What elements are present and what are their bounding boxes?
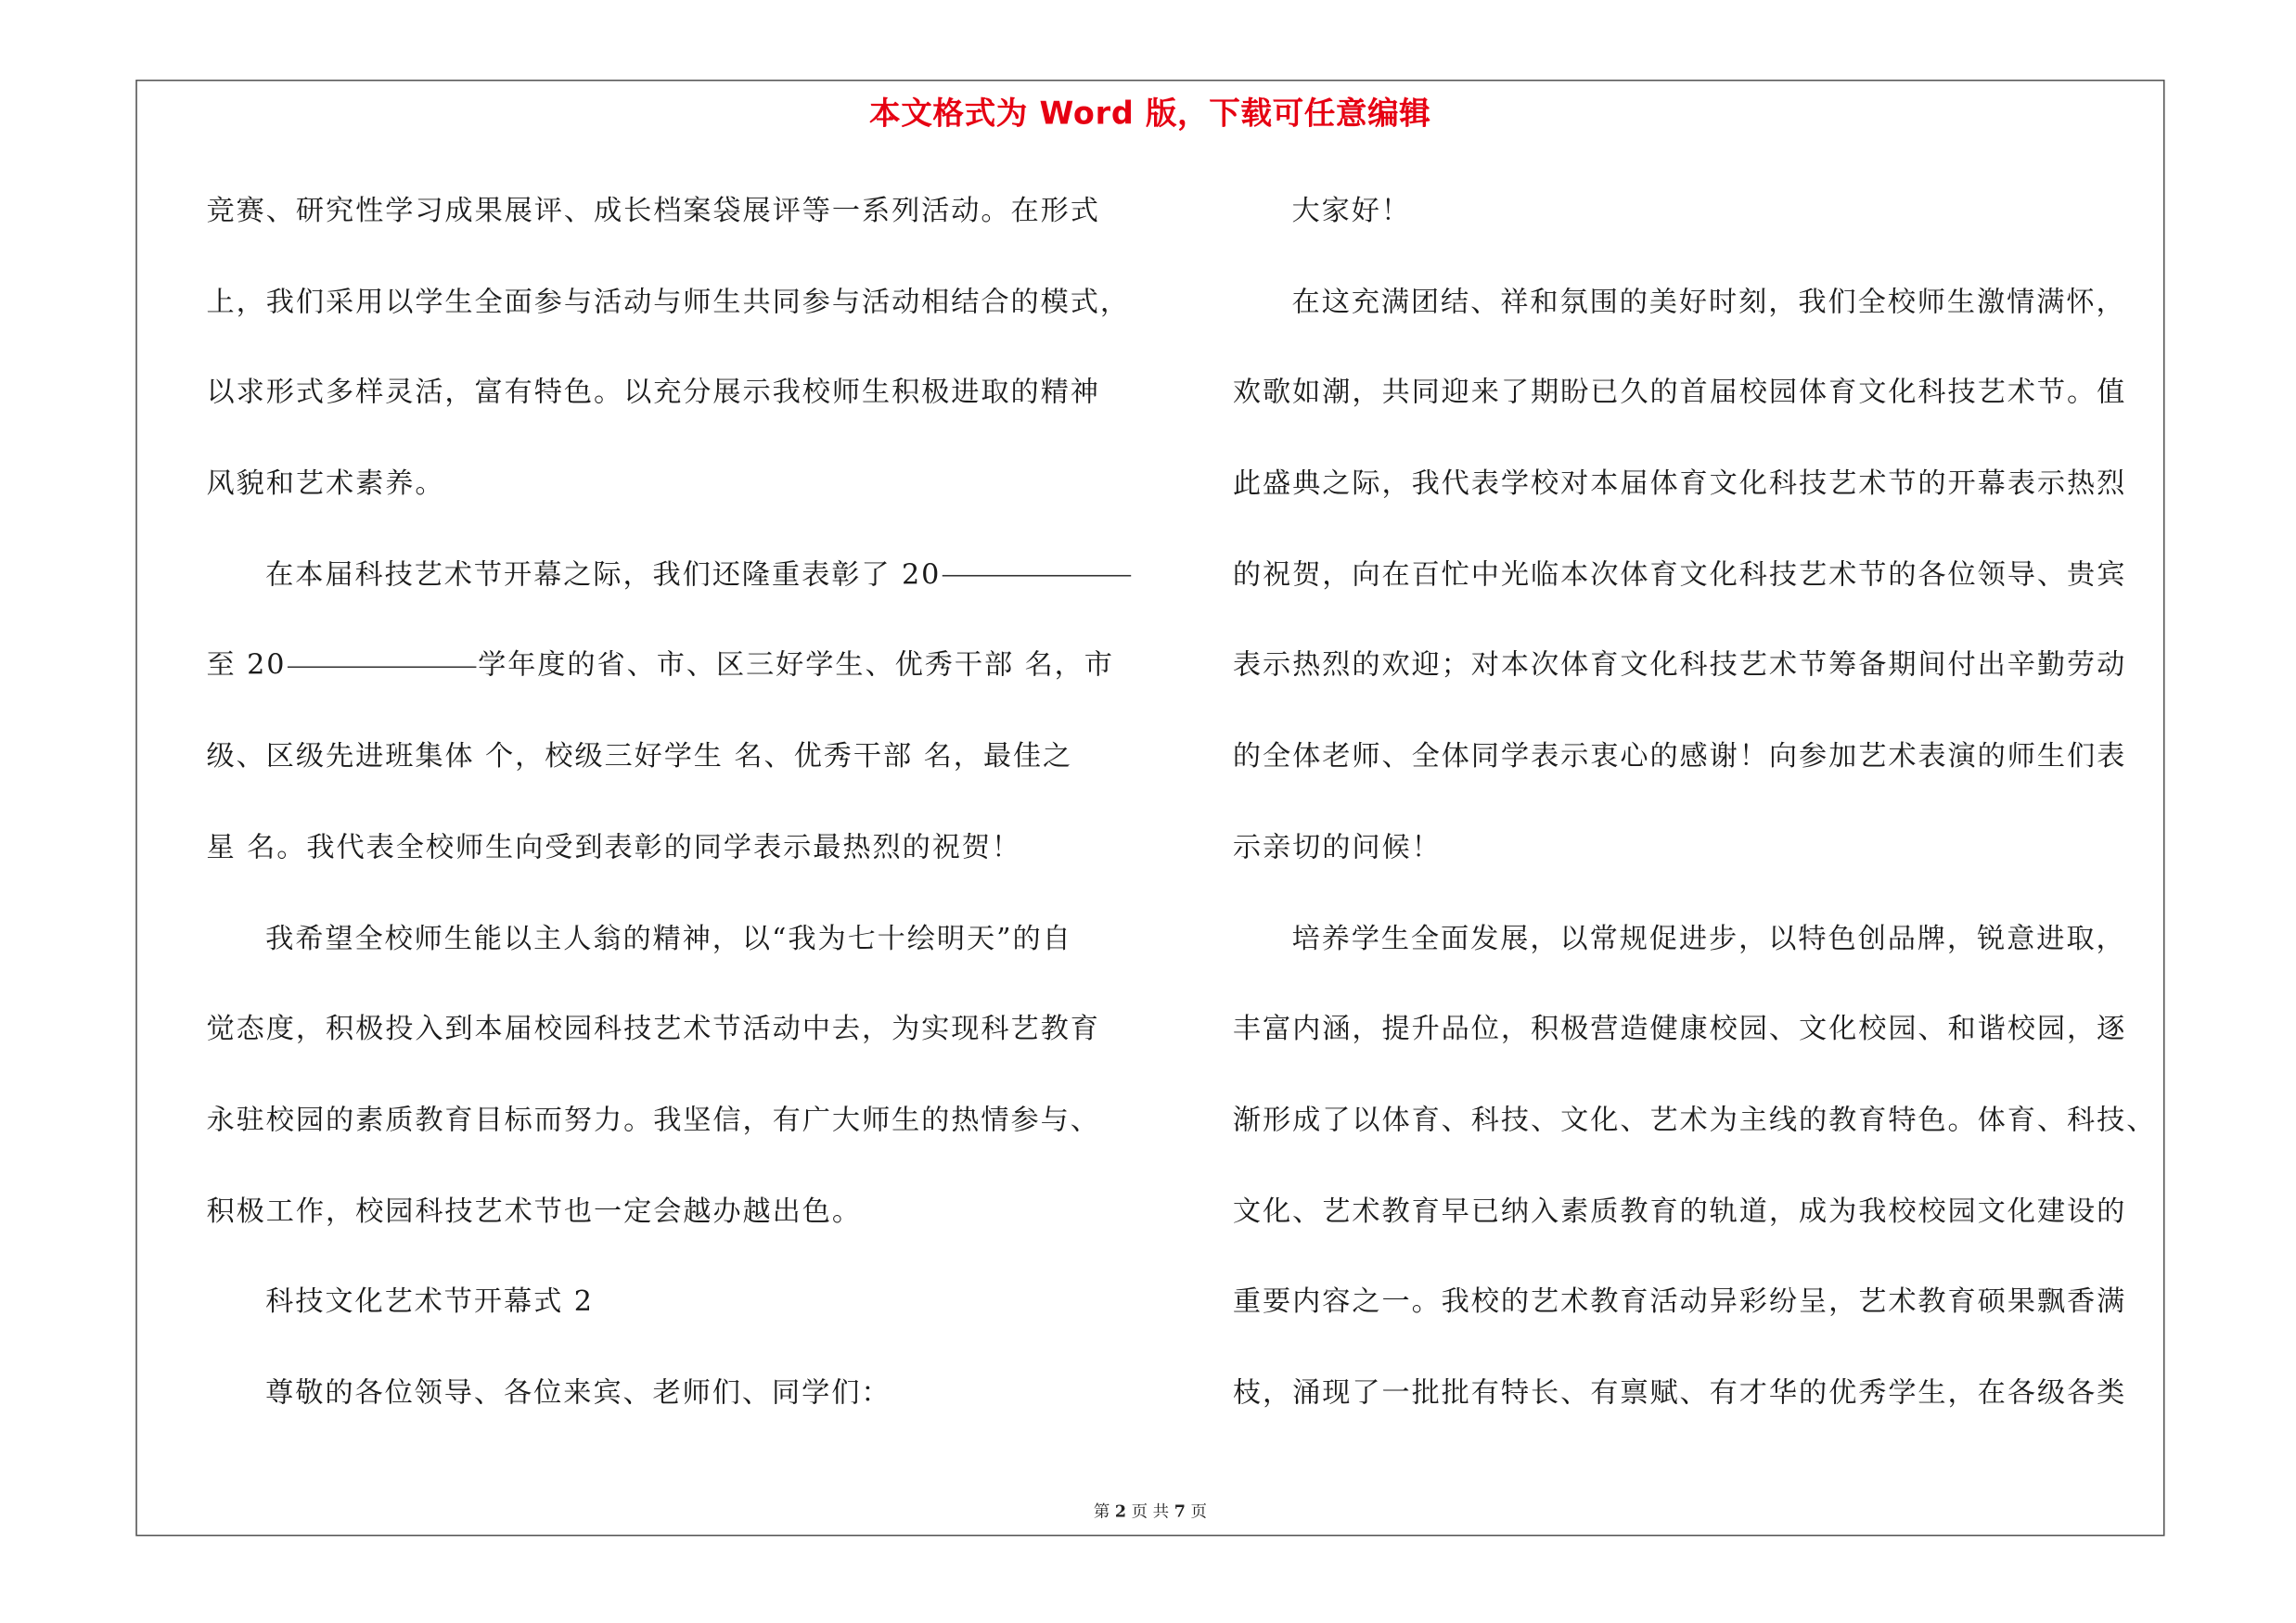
text-line: 培养学生全面发展，以常规促进步，以特色创品牌，锐意进取， (1291, 922, 2126, 955)
text-line: 欢歌如潮，共同迎来了期盼已久的首届校园体育文化科技艺术节。值 (1232, 376, 2127, 409)
text-line: 级、区级先进班集体 个，校级三好学生 名、优秀干部 名，最佳之 (206, 740, 1073, 773)
text-line: 此盛典之际，我代表学校对本届体育文化科技艺术节的开幕表示热烈 (1232, 467, 2127, 500)
greeting: 大家好！ (1291, 194, 1411, 227)
commendation-line (207, 621, 1150, 712)
text-line: 以求形式多样灵活，富有特色。以充分展示我校师生积极进取的精神 (206, 376, 1100, 409)
text-line: 觉态度，积极投入到本届校园科技艺术节活动中去，为实现科艺教育 (206, 1013, 1100, 1046)
left-column (207, 167, 1150, 1440)
text-line: 的全体老师、全体同学表示衷心的感谢！向参加艺术表演的师生们表 (1232, 740, 2127, 773)
year-blank[interactable] (943, 575, 1131, 577)
commendation-text: 学年度的省、市、区三好学生、优秀干部 名，市 (478, 649, 1114, 683)
section-title: 科技文化艺术节开幕式 2 (265, 1285, 594, 1319)
commendation-line (207, 530, 1150, 621)
year-prefix: 至 20 (206, 649, 287, 683)
text-line: 风貌和艺术素养。 (206, 467, 445, 500)
text-line: 枝，涌现了一批批有特长、有禀赋、有才华的优秀学生，在各级各类 (1232, 1376, 2127, 1410)
page-prefix: 第 (1093, 1502, 1110, 1522)
text-line: 的祝贺，向在百忙中光临本次体育文化科技艺术节的各位领导、贵宾 (1232, 558, 2127, 592)
page-mid: 页 共 (1131, 1502, 1170, 1522)
text-line: 永驻校园的素质教育目标而努力。我坚信，有广大师生的热情参与、 (206, 1104, 1100, 1137)
year-blank[interactable] (288, 666, 476, 668)
right-column (1233, 167, 2165, 1440)
text-line: 示亲切的问候！ (1232, 831, 1442, 864)
page-number (135, 1500, 2164, 1523)
text-line: 丰富内涵，提升品位，积极营造健康校园、文化校园、和谐校园，逐 (1232, 1013, 2127, 1046)
text-line: 积极工作，校园科技艺术节也一定会越办越出色。 (206, 1195, 862, 1228)
commendation-text: 在本届科技艺术节开幕之际，我们还隆重表彰了 20 (265, 558, 942, 592)
current-page: 2 (1114, 1502, 1127, 1522)
text-line: 在这充满团结、祥和氛围的美好时刻，我们全校师生激情满怀， (1291, 285, 2126, 318)
page-suffix: 页 (1190, 1502, 1207, 1522)
text-line: 竞赛、研究性学习成果展评、成长档案袋展评等一系列活动。在形式 (206, 194, 1100, 227)
text-line: 表示热烈的欢迎；对本次体育文化科技艺术节筹备期间付出辛勤劳动 (1232, 649, 2127, 683)
text-line: 星 名。我代表全校师生向受到表彰的同学表示最热烈的祝贺！ (206, 831, 1022, 864)
text-line: 我希望全校师生能以主人翁的精神，以“我为七十绘明天”的自 (265, 922, 1072, 955)
text-line: 重要内容之一。我校的艺术教育活动异彩纷呈，艺术教育硕果飘香满 (1232, 1285, 2127, 1319)
total-pages: 7 (1174, 1502, 1186, 1522)
text-line: 上，我们采用以学生全面参与活动与师生共同参与活动相结合的模式， (206, 285, 1130, 318)
salutation: 尊敬的各位领导、各位来宾、老师们、同学们： (265, 1376, 891, 1410)
word-format-notice: 本文格式为 Word 版，下载可任意编辑 (869, 96, 1431, 132)
text-line: 渐形成了以体育、科技、文化、艺术为主线的教育特色。体育、科技、 (1232, 1104, 2157, 1137)
text-line: 文化、艺术教育早已纳入素质教育的轨道，成为我校校园文化建设的 (1232, 1195, 2127, 1228)
